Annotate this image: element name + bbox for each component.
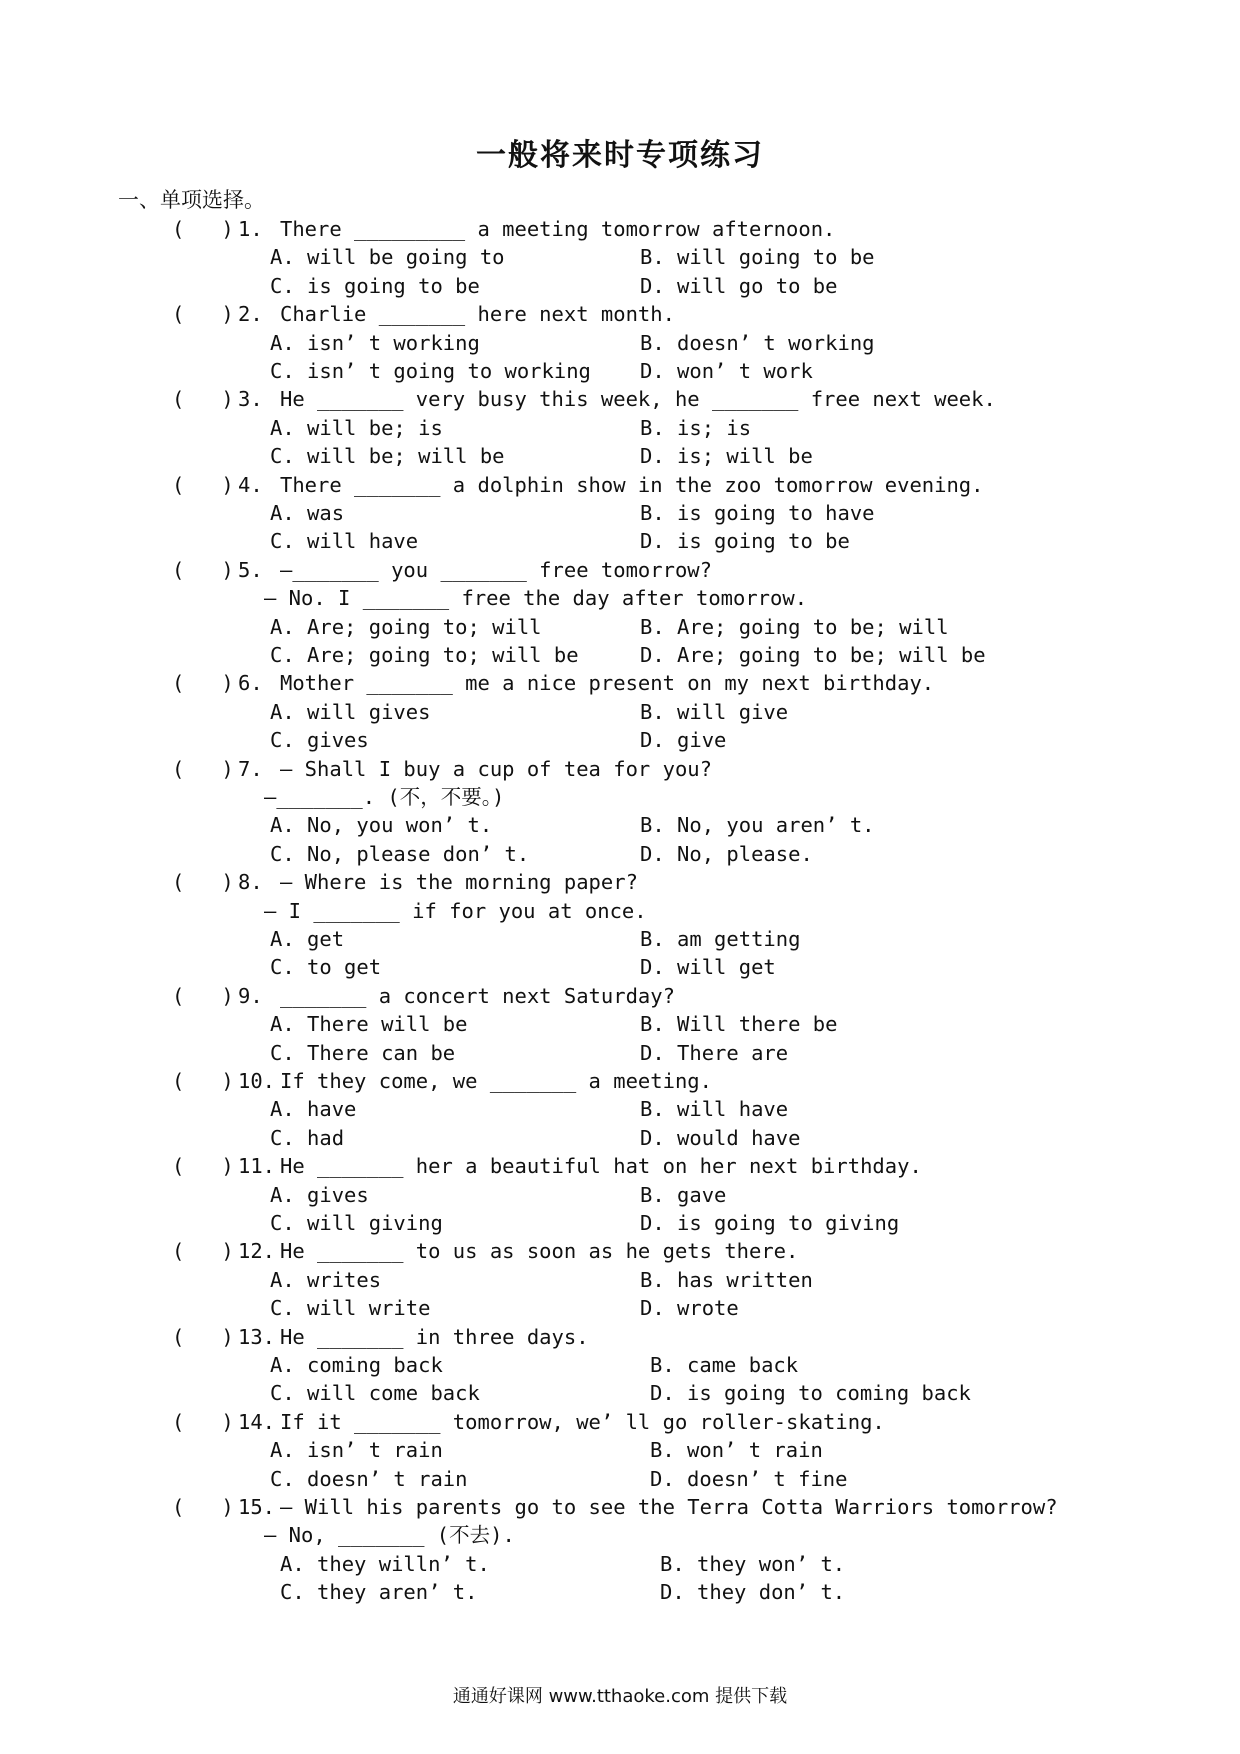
question-text: – Will his parents go to see the Terra Cotta Warriors tomorrow? — [280, 1495, 1058, 1519]
question-number: 10. — [238, 1069, 276, 1093]
option: B. gave — [640, 1182, 727, 1207]
option: B. Are; going to be; will — [640, 614, 949, 639]
answer-blank: ( ) — [172, 1409, 234, 1434]
option: A. they willn’ t. — [280, 1551, 490, 1576]
option: B. will have — [640, 1097, 789, 1122]
option: A. coming back — [270, 1353, 443, 1377]
question-text: –_______. (不，不要。) — [264, 785, 505, 809]
question-number: 15. — [238, 1495, 276, 1519]
option: A. gives — [270, 1182, 369, 1207]
question-text: He _______ very busy this week, he _______ free next week. — [280, 387, 996, 412]
question-text: – No, _______ (不去). — [264, 1523, 515, 1548]
option: C. to get — [270, 955, 382, 980]
option: C. No, please don’ t. — [270, 841, 530, 866]
question-text: _______ a concert next Saturday? — [280, 983, 675, 1008]
option: C. will be; will be — [270, 444, 505, 469]
option: B. will give — [640, 699, 789, 724]
option: D. they don’ t. — [660, 1580, 846, 1605]
option: D. is going to giving — [640, 1211, 900, 1235]
option: A. isn’ t rain — [270, 1438, 443, 1463]
option: D. is going to be — [640, 529, 850, 554]
option: C. isn’ t going to working — [270, 359, 591, 383]
option: B. Will there be — [640, 1012, 838, 1037]
question-text: – Where is the morning paper? — [280, 870, 638, 895]
answer-blank: ( ) — [172, 1154, 234, 1179]
question-text: – I _______ if for you at once. — [264, 898, 647, 923]
answer-blank: ( ) — [172, 870, 234, 895]
option: D. give — [640, 728, 727, 753]
option: B. doesn’ t working — [640, 330, 875, 355]
question-text: Charlie _______ here next month. — [280, 302, 675, 327]
option: A. writes — [270, 1267, 382, 1292]
question-number: 12. — [238, 1239, 276, 1264]
option: C. doesn’ t rain — [270, 1466, 468, 1491]
option: B. is going to have — [640, 501, 875, 525]
question-text: He _______ to us as soon as he gets there. — [280, 1239, 799, 1264]
option: D. would have — [640, 1125, 801, 1150]
option: A. No, you won’ t. — [270, 813, 493, 838]
option: C. will come back — [270, 1381, 480, 1406]
page-title: 一般将来时专项练习 — [476, 138, 764, 173]
answer-blank: ( ) — [172, 472, 234, 497]
question-number: 1. — [238, 217, 263, 241]
answer-blank: ( ) — [172, 217, 234, 241]
question-text: – No. I _______ free the day after tomorrow. — [264, 586, 808, 611]
option: C. is going to be — [270, 273, 480, 298]
question-text: There _________ a meeting tomorrow afternoon. — [280, 217, 836, 241]
option: C. Are; going to; will be — [270, 643, 579, 667]
answer-blank: ( ) — [172, 1239, 234, 1264]
question-text: –_______ you _______ free tomorrow? — [280, 557, 712, 582]
option: A. There will be — [270, 1012, 468, 1037]
option: B. won’ t rain — [650, 1438, 823, 1463]
option: C. had — [270, 1125, 345, 1150]
option: B. they won’ t. — [660, 1551, 846, 1576]
question-number: 9. — [238, 983, 263, 1008]
question-text: – Shall I buy a cup of tea for you? — [280, 756, 712, 781]
question-text: If it _______ tomorrow, we’ ll go roller-skating. — [280, 1409, 885, 1434]
option: C. will write — [270, 1296, 431, 1321]
answer-blank: ( ) — [172, 1069, 234, 1093]
option: D. No, please. — [640, 841, 813, 866]
question-number: 4. — [238, 472, 263, 497]
option: A. get — [270, 927, 345, 951]
question-number: 8. — [238, 870, 263, 895]
option: A. will gives — [270, 699, 431, 724]
question-number: 11. — [238, 1154, 276, 1179]
option: D. won’ t work — [640, 359, 813, 383]
answer-blank: ( ) — [172, 983, 234, 1008]
question-number: 7. — [238, 756, 263, 781]
footer-credit: 通通好课网 www.tthaoke.com 提供下载 — [452, 1686, 788, 1707]
option: A. have — [270, 1097, 357, 1122]
answer-blank: ( ) — [172, 756, 234, 781]
option: B. will going to be — [640, 245, 875, 270]
option: D. is going to coming back — [650, 1381, 971, 1406]
question-number: 6. — [238, 671, 263, 696]
option: D. wrote — [640, 1296, 739, 1321]
option: B. has written — [640, 1267, 813, 1292]
question-text: There _______ a dolphin show in the zoo tomorrow evening. — [280, 472, 984, 497]
question-number: 2. — [238, 302, 263, 327]
option: D. There are — [640, 1040, 789, 1065]
option: D. is; will be — [640, 444, 813, 469]
option: A. will be going to — [270, 245, 505, 270]
question-text: He _______ in three days. — [280, 1324, 589, 1349]
option: A. was — [270, 501, 345, 525]
option: D. will get — [640, 955, 776, 980]
question-number: 13. — [238, 1324, 276, 1349]
option: A. will be; is — [270, 415, 443, 440]
option: B. is; is — [640, 415, 752, 440]
answer-blank: ( ) — [172, 671, 234, 696]
answer-blank: ( ) — [172, 1324, 234, 1349]
option: D. doesn’ t fine — [650, 1466, 848, 1491]
option: C. gives — [270, 728, 369, 753]
question-number: 14. — [238, 1409, 276, 1434]
question-number: 3. — [238, 387, 263, 412]
answer-blank: ( ) — [172, 302, 234, 327]
question-text: Mother _______ me a nice present on my next birthday. — [280, 671, 935, 696]
option: B. came back — [650, 1353, 799, 1377]
option: C. they aren’ t. — [280, 1580, 478, 1605]
section-heading: 一、单项选择。 — [118, 188, 265, 212]
answer-blank: ( ) — [172, 387, 234, 412]
option: C. There can be — [270, 1040, 456, 1065]
question-number: 5. — [238, 557, 263, 582]
option: A. Are; going to; will — [270, 614, 542, 639]
option: A. isn’ t working — [270, 330, 480, 355]
option: C. will giving — [270, 1211, 443, 1235]
option: B. am getting — [640, 927, 801, 951]
option: B. No, you aren’ t. — [640, 813, 875, 838]
answer-blank: ( ) — [172, 1495, 234, 1519]
option: D. will go to be — [640, 273, 838, 298]
question-text: If they come, we _______ a meeting. — [280, 1069, 712, 1093]
question-text: He _______ her a beautiful hat on her next birthday. — [280, 1154, 922, 1179]
option: D. Are; going to be; will be — [640, 643, 986, 667]
option: C. will have — [270, 529, 419, 554]
answer-blank: ( ) — [172, 557, 234, 582]
